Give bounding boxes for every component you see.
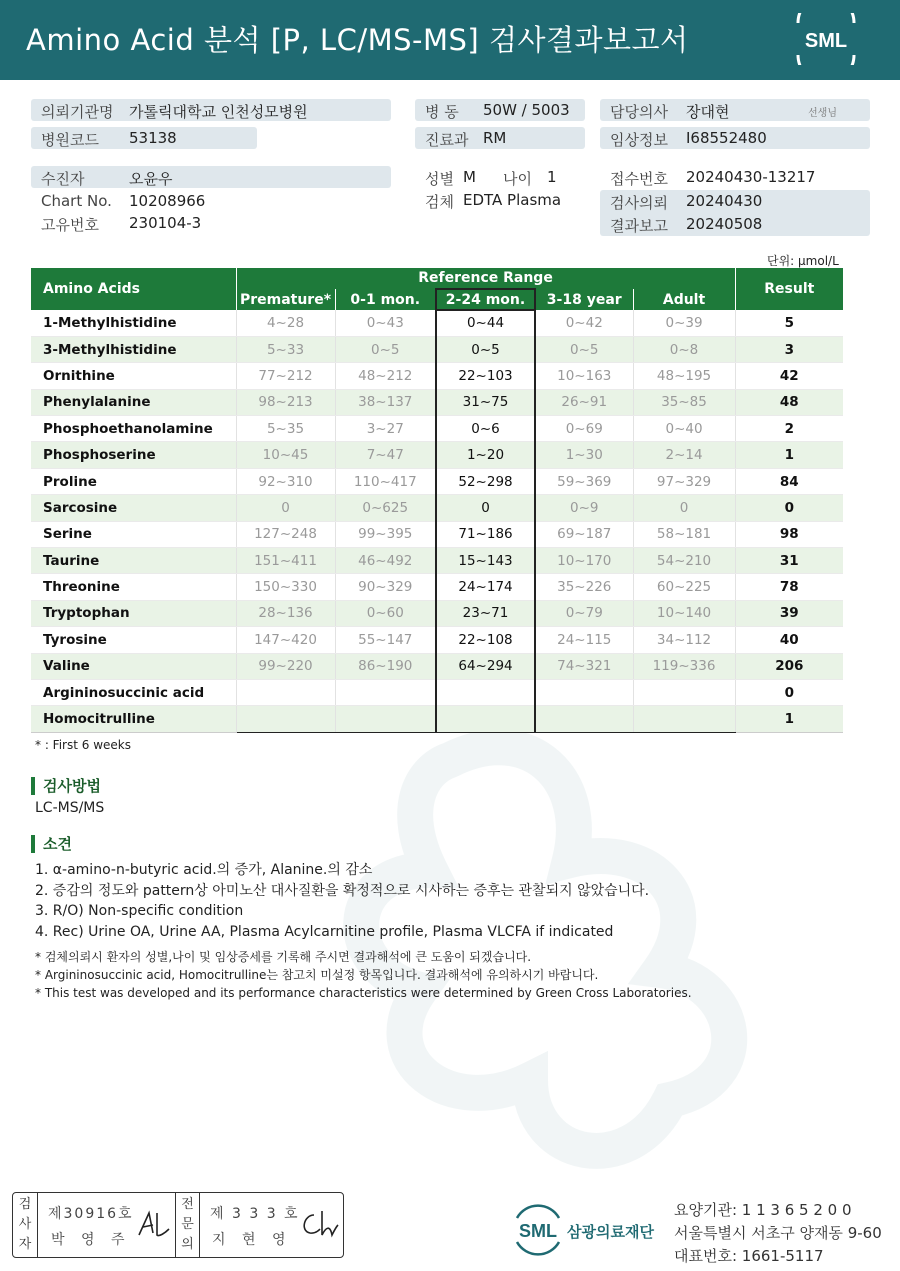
ref-2-24-mon (436, 679, 535, 705)
test-request-label: 검사의뢰 (610, 194, 668, 212)
header-3-18-year: 3-18 year (535, 289, 633, 310)
specialist-label: 전 문 의 (175, 1193, 200, 1257)
org-name: 삼광의료재단 (567, 1223, 654, 1241)
ref-adult: 54~210 (633, 548, 735, 574)
hospital-code-row (31, 127, 257, 149)
sml-logo (788, 13, 864, 65)
method-value: LC-MS/MS (35, 800, 105, 816)
ref-2-24-mon: 0 (436, 495, 535, 521)
result-value: 48 (735, 389, 843, 415)
ref-m0-1: 0~5 (335, 336, 436, 362)
ref-premature: 147~420 (236, 627, 335, 653)
ref-m0-1: 110~417 (335, 468, 436, 494)
patient-value: 오윤우 (129, 170, 173, 188)
result-value: 31 (735, 548, 843, 574)
amino-acid-name: Homocitrulline (31, 706, 236, 732)
ref-adult: 60~225 (633, 574, 735, 600)
ref-adult: 58~181 (633, 521, 735, 547)
department-label: 진료과 (425, 131, 469, 149)
table-row (31, 679, 843, 705)
ref-m0-1 (335, 679, 436, 705)
result-value: 42 (735, 363, 843, 389)
amino-acid-name: 3-Methylhistidine (31, 336, 236, 362)
header-premature: Premature* (236, 289, 335, 310)
table-row (31, 468, 843, 494)
specimen-row (415, 189, 585, 211)
sex-label: 성별 (425, 170, 454, 188)
ref-2-24-mon: 15~143 (436, 548, 535, 574)
receipt-no-row (600, 166, 870, 188)
ward-label: 병 동 (425, 103, 459, 121)
amino-acid-name: Phenylalanine (31, 389, 236, 415)
ref-2-24-mon: 22~103 (436, 363, 535, 389)
ref-m0-1: 46~492 (335, 548, 436, 574)
result-value: 0 (735, 495, 843, 521)
clinical-info-row (600, 127, 870, 149)
amino-acid-name: Argininosuccinic acid (31, 679, 236, 705)
header-adult: Adult (633, 289, 735, 310)
ref-m0-1: 86~190 (335, 653, 436, 679)
result-value: 1 (735, 706, 843, 732)
doctor-value: 장대현 (686, 103, 730, 121)
ref-adult: 97~329 (633, 468, 735, 494)
header-result: Result (735, 268, 843, 310)
request-org-row (31, 99, 391, 121)
chart-no-row (31, 190, 391, 212)
specimen-value: EDTA Plasma (463, 191, 562, 209)
table-row (31, 336, 843, 362)
age-value: 1 (547, 168, 557, 186)
ref-m0-1: 0~43 (335, 310, 436, 336)
amino-acid-name: Phosphoethanolamine (31, 416, 236, 442)
amino-acid-name: Threonine (31, 574, 236, 600)
ref-premature: 77~212 (236, 363, 335, 389)
result-value: 5 (735, 310, 843, 336)
opinion-line: 1. α-amino-n-butyric acid.의 증가, Alanine.의 감소 (35, 862, 373, 878)
amino-acid-name: Ornithine (31, 363, 236, 389)
ref-premature: 99~220 (236, 653, 335, 679)
amino-acid-name: Proline (31, 468, 236, 494)
header-amino-acids: Amino Acids (31, 268, 236, 310)
age-label: 나이 (503, 170, 532, 188)
ref-premature: 10~45 (236, 442, 335, 468)
table-row (31, 627, 843, 653)
ref-premature: 127~248 (236, 521, 335, 547)
signature-box (12, 1192, 344, 1258)
amino-acid-name: Serine (31, 521, 236, 547)
ref-2-24-mon: 31~75 (436, 389, 535, 415)
result-value: 2 (735, 416, 843, 442)
ref-adult: 0~40 (633, 416, 735, 442)
ref-m0-1: 0~625 (335, 495, 436, 521)
ref-premature: 150~330 (236, 574, 335, 600)
request-org-value: 가톨릭대학교 인천성모병원 (129, 103, 308, 121)
hospital-code-label: 병원코드 (41, 131, 99, 149)
ref-2-24-mon: 0~44 (436, 310, 535, 336)
ref-m0-1: 3~27 (335, 416, 436, 442)
report-title: Amino Acid 분석 [P, LC/MS-MS] 검사결과보고서 (26, 23, 689, 57)
clinical-info-value: I68552480 (686, 129, 767, 147)
ref-premature: 92~310 (236, 468, 335, 494)
ref-premature: 28~136 (236, 600, 335, 626)
ref-y3-18: 69~187 (535, 521, 633, 547)
ref-m0-1: 7~47 (335, 442, 436, 468)
hospital-code-value: 53138 (129, 129, 177, 147)
opinion-line: 3. R/O) Non-specific condition (35, 903, 244, 919)
ref-m0-1: 99~395 (335, 521, 436, 547)
ref-adult: 10~140 (633, 600, 735, 626)
specialist-license: 제 3 3 3 호 (210, 1206, 300, 1222)
result-value: 40 (735, 627, 843, 653)
header-2-24-mon: 2-24 mon. (436, 289, 535, 310)
ref-2-24-mon: 0~6 (436, 416, 535, 442)
table-row (31, 310, 843, 336)
result-value: 78 (735, 574, 843, 600)
table-row (31, 416, 843, 442)
result-value: 3 (735, 336, 843, 362)
ward-value: 50W / 5003 (483, 101, 570, 119)
examiner-label: 검 사 자 (13, 1193, 38, 1257)
ref-2-24-mon: 71~186 (436, 521, 535, 547)
method-title: 검사방법 (31, 777, 101, 795)
amino-acid-name: Tyrosine (31, 627, 236, 653)
ref-y3-18: 0~69 (535, 416, 633, 442)
ref-adult: 34~112 (633, 627, 735, 653)
table-row (31, 495, 843, 521)
department-row (415, 127, 585, 149)
ref-adult: 0 (633, 495, 735, 521)
examiner-license: 제30916호 (48, 1206, 134, 1222)
doctor-suffix: 선생님 (808, 108, 837, 119)
ref-2-24-mon: 52~298 (436, 468, 535, 494)
amino-acid-name: Sarcosine (31, 495, 236, 521)
amino-acid-name: Phosphoserine (31, 442, 236, 468)
patient-row (31, 166, 391, 188)
header-0-1-mon: 0-1 mon. (335, 289, 436, 310)
ref-y3-18: 1~30 (535, 442, 633, 468)
report-header (0, 0, 900, 80)
ref-adult: 0~39 (633, 310, 735, 336)
ref-2-24-mon: 0~5 (436, 336, 535, 362)
test-request-value: 20240430 (686, 192, 763, 210)
ref-y3-18: 35~226 (535, 574, 633, 600)
table-row (31, 706, 843, 732)
ref-premature: 151~411 (236, 548, 335, 574)
org-phone: 대표번호: 1661-5117 (674, 1247, 824, 1265)
table-row (31, 363, 843, 389)
header-reference-range: Reference Range (236, 268, 735, 289)
opinion-title: 소견 (31, 835, 72, 853)
ward-row (415, 99, 585, 121)
opinion-line: 2. 증감의 정도와 pattern상 아미노산 대사질환을 확정적으로 시사하는 증후는 관찰되지 않았습니다. (35, 882, 650, 899)
receipt-no-label: 접수번호 (610, 170, 668, 188)
ref-y3-18 (535, 679, 633, 705)
result-value: 206 (735, 653, 843, 679)
ref-m0-1: 0~60 (335, 600, 436, 626)
examiner-name: 박 영 주 (51, 1232, 131, 1248)
unique-no-row (31, 212, 391, 234)
note-line: * 검체의뢰시 환자의 성별,나이 및 임상증세를 기록해 주시면 결과해석에 큰 도움이 되겠습니다. (35, 950, 532, 964)
ref-2-24-mon: 24~174 (436, 574, 535, 600)
amino-acid-name: Taurine (31, 548, 236, 574)
ref-y3-18: 59~369 (535, 468, 633, 494)
amino-acid-name: 1-Methylhistidine (31, 310, 236, 336)
receipt-no-value: 20240430-13217 (686, 168, 816, 186)
ref-y3-18: 10~163 (535, 363, 633, 389)
result-report-value: 20240508 (686, 215, 763, 233)
ref-y3-18: 26~91 (535, 389, 633, 415)
chart-no-label: Chart No. (41, 192, 112, 210)
ref-2-24-mon: 1~20 (436, 442, 535, 468)
doctor-row (600, 99, 870, 121)
result-report-label: 결과보고 (610, 217, 668, 235)
ref-premature (236, 679, 335, 705)
unique-no-value: 230104-3 (129, 214, 202, 232)
result-value: 1 (735, 442, 843, 468)
ref-m0-1: 90~329 (335, 574, 436, 600)
sml-logo-text: SML (804, 30, 848, 52)
result-value: 39 (735, 600, 843, 626)
notes-list (35, 948, 692, 1002)
specialist-name: 지 현 영 (212, 1232, 292, 1248)
ref-2-24-mon: 22~108 (436, 627, 535, 653)
table-row (31, 574, 843, 600)
result-value: 84 (735, 468, 843, 494)
table-row (31, 521, 843, 547)
request-org-label: 의뢰기관명 (41, 103, 114, 121)
ref-adult (633, 706, 735, 732)
specialist-signature (296, 1207, 340, 1243)
opinion-line: 4. Rec) Urine OA, Urine AA, Plasma Acylcarnitine profile, Plasma VLCFA if indicated (35, 923, 614, 940)
ref-m0-1: 48~212 (335, 363, 436, 389)
ref-premature (236, 706, 335, 732)
sex-value: M (463, 168, 476, 186)
ref-y3-18: 10~170 (535, 548, 633, 574)
date-block (600, 190, 870, 236)
ref-premature: 5~33 (236, 336, 335, 362)
org-address: 서울특별시 서초구 양재동 9-60 (674, 1224, 882, 1242)
ref-m0-1 (335, 706, 436, 732)
unique-no-label: 고유번호 (41, 216, 99, 234)
ref-y3-18: 0~79 (535, 600, 633, 626)
ref-y3-18: 24~115 (535, 627, 633, 653)
sml-org-logo (509, 1200, 664, 1260)
amino-acid-table (31, 268, 843, 733)
table-row (31, 389, 843, 415)
ref-y3-18: 0~42 (535, 310, 633, 336)
specimen-label: 검체 (425, 193, 454, 211)
examiner-signature (135, 1207, 175, 1243)
note-line: * This test was developed and its performance characteristics were determined by Green Cross Laboratories. (35, 986, 692, 1000)
ref-y3-18: 0~9 (535, 495, 633, 521)
sex-age-row (415, 166, 585, 188)
ref-adult (633, 679, 735, 705)
ref-premature: 4~28 (236, 310, 335, 336)
ref-adult: 48~195 (633, 363, 735, 389)
unit-label: 단위: μmol/L (767, 254, 839, 268)
amino-acid-name: Tryptophan (31, 600, 236, 626)
amino-acid-name: Valine (31, 653, 236, 679)
ref-adult: 0~8 (633, 336, 735, 362)
doctor-label: 담당의사 (610, 103, 668, 121)
ref-premature: 98~213 (236, 389, 335, 415)
opinion-list (35, 860, 649, 942)
patient-label: 수진자 (41, 170, 85, 188)
svg-text:SML: SML (519, 1221, 557, 1241)
department-value: RM (483, 129, 507, 147)
ref-2-24-mon: 23~71 (436, 600, 535, 626)
ref-adult: 119~336 (633, 653, 735, 679)
note-line: * Argininosuccinic acid, Homocitrulline는 참고치 미설정 항목입니다. 결과해석에 유의하시기 바랍니다. (35, 968, 599, 982)
ref-y3-18: 74~321 (535, 653, 633, 679)
ref-premature: 0 (236, 495, 335, 521)
ref-2-24-mon (436, 706, 535, 732)
table-row (31, 600, 843, 626)
care-institution: 요양기관: 1 1 3 6 5 2 0 0 (674, 1201, 852, 1219)
table-footnote: * : First 6 weeks (35, 738, 131, 752)
result-value: 0 (735, 679, 843, 705)
ref-y3-18: 0~5 (535, 336, 633, 362)
table-row (31, 548, 843, 574)
ref-m0-1: 38~137 (335, 389, 436, 415)
ref-adult: 35~85 (633, 389, 735, 415)
ref-y3-18 (535, 706, 633, 732)
ref-m0-1: 55~147 (335, 627, 436, 653)
table-row (31, 442, 843, 468)
table-row (31, 653, 843, 679)
clinical-info-label: 임상정보 (610, 131, 668, 149)
ref-2-24-mon: 64~294 (436, 653, 535, 679)
ref-adult: 2~14 (633, 442, 735, 468)
chart-no-value: 10208966 (129, 192, 206, 210)
result-value: 98 (735, 521, 843, 547)
ref-premature: 5~35 (236, 416, 335, 442)
